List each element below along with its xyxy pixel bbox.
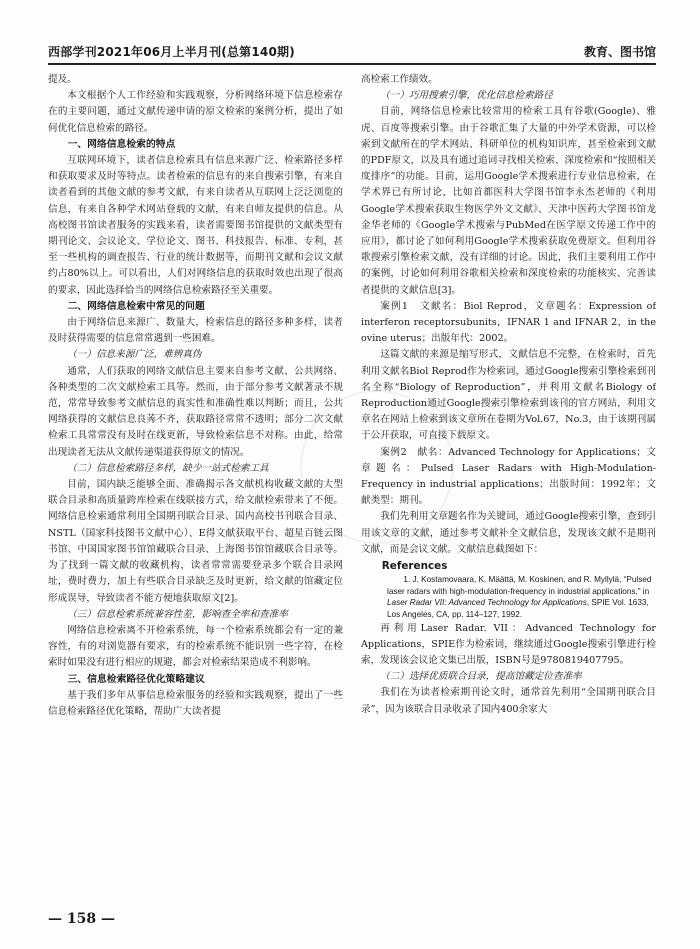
reference-venue: Laser Radar VII: Advanced Technology for Applications	[387, 598, 587, 608]
body-paragraph: 高检索工作绩效。	[361, 74, 438, 85]
body-paragraph: 我们先利用文章题名作为关键词，通过Google搜索引擎，查到引用该文章的文献，通过参考文献补全文献信息，发现该文献不是期刊文献，而是会议文献。文献信息截图如下：	[361, 511, 656, 555]
reference-authors: J. Kostamovaara, K. Määttä, M. Koskinen, and R. Myllylä, “Pulsed laser radars with high-modulation-frequency in industrial applications,” in	[387, 575, 652, 596]
body-paragraph: 案例2 献名：Advanced Technology for Applications；文章题名：Pulsed Laser Radars with High-Modulation-Frequency in industrial applications；出版时间：1992年；文献类型：期刊。	[361, 446, 656, 507]
body-paragraph: 由于网络信息来源广、数量大，检索信息的路径多种多样，读者及时获得需要的信息常常遇到一些困难。	[48, 317, 343, 345]
reference-number: 1.	[403, 575, 411, 585]
section-title: 教育、图书馆	[583, 45, 656, 59]
body-paragraph: 再利用Laser Radar. VII：Advanced Technology for Applications，SPIE作为检索词，继续通过Google搜索引擎进行检索，发现该会议论文集已出版，ISBN号是9780819407795。	[361, 622, 656, 667]
body-paragraph: 网络信息检索离不开检索系统，每一个检索系统都会有一定的兼容性，有的对浏览器有要求，有的检索系统不能识别一些字符，在检索时如果没有进行相应的规避，都会对检索结果造成不利影响。	[48, 624, 343, 669]
body-paragraph: 本文根据个人工作经验和实践观察，分析网络环境下信息检索存在的主要问题，通过文献传递申请的原文检索的案例分析，提出了如何优化信息检索的路径。	[48, 90, 343, 134]
body-paragraph: 目前，网络信息检索比较常用的检索工具有谷歌(Google)、雅虎、百度等搜索引擎。由于谷歌汇集了大量的中外学术资源，可以检索到文献所在的学术网站、科研单位的机构知识库，甚至检索到文献的PDF原文，以及具有通过追词寻找相关检索、深度检索和“按照相关度排序”的功能。目前，运用Google学术搜索进行专业信息检索，在学术界已有所讨论，比如首都医科大学图书馆李永杰老师的《利用Google学术搜索获取生物医学外文文献》、天津中医药大学图书馆龙金华老师的《Google学术搜索与PubMed在医学原文传递工作中的应用》，都讨论了如何利用Google学术搜索获取免费原文。但利用谷歌搜索引擎检索文献，没有详细的讨论。因此，我们主要利用工作中的案例，讨论如何利用谷歌相关检索和深度检索的功能核实、完善读者提供的文献信息[3]。	[361, 106, 656, 296]
journal-title: 西部学刊2021年06月上半月刊(总第140期)	[48, 45, 295, 59]
body-paragraph: 基于我们多年从事信息检索服务的经验和实践观察，提出了一些信息检索路径优化策略，帮助广大读者提	[48, 689, 343, 717]
subsection-heading: （二）信息检索路径多样，缺少一站式检索工具	[67, 462, 269, 474]
subsection-heading: （二）选择优质联合目录，提高馆藏定位查准率	[380, 671, 582, 683]
body-paragraph: 目前，国内缺乏能够全面、准确揭示各文献机构收藏文献的大型联合目录和高质量跨库检索在线联接方式，给文献检索带来了不便。网络信息检索通常利用全国期刊联合目录、国内高校书刊联合目录、NSTL（国家科技图书文献中心）、E得文献获取平台、超星百链云图书馆、中国国家图书馆馆藏联合目录、上海图书馆馆藏联合目录等。为了找到一篇文献的收藏机构，读者常常需要登录多个联合目录网址，费时费力，加上有些联合目录缺乏及时更新，给文献的馆藏定位形成误导，导致读者不能方便地获取原文[2]。	[48, 479, 343, 604]
left-column	[48, 72, 343, 889]
body-paragraph: 通常，人们获取的网络文献信息主要来自参考文献、公共网络、各种类型的二次文献检索工具等。然而，由于部分参考文献著录不规范，常常导致参考文献信息的真实性和准确性难以判断；而且，公共网络获得的文献信息良莠不齐，获取路径常常不透明；部分二次文献检索工具常常没有及时在线更新，导致检索信息不对称。由此，给常出现读者无法从文献传递渠道获得原文的情况。	[48, 365, 343, 458]
subsection-heading: （三）信息检索系统兼容性差，影响查全率和查准率	[67, 608, 288, 620]
body-paragraph: 我们在为读者检索期刊论文时，通常首先利用“全国期刊联合目录”，因为该联合目录收录了国内400余家大	[361, 687, 656, 715]
page-number: — 158 —	[48, 911, 115, 927]
subsection-heading: （一）信息来源广泛，难辨真伪	[67, 349, 202, 361]
section-heading: 一、网络信息检索的特点	[67, 138, 176, 150]
right-column	[361, 72, 656, 889]
body-paragraph: 这篇文献的来源是缩写形式，文献信息不完整，在检索时，首先利用文献名Biol Reprod作为检索词，通过Google搜索引擎检索到刊名全称“Biology of Reproduction”，并利用文献名Biology of Reproduction通过Google搜索引擎检索到该刊的官方网站，利用文章名在网站上检索到该文章所在卷期为Vol.67，No.3，由于该期刊属于公开获取，可直接下载原文。	[361, 349, 656, 442]
reference-entry	[361, 574, 656, 620]
references-heading: References	[381, 560, 448, 573]
body-paragraph: 提及。	[48, 74, 77, 85]
section-heading: 三、信息检索路径优化策略建议	[67, 673, 205, 685]
body-columns	[48, 72, 656, 889]
body-paragraph: 案例1 文献名：Biol Reprod，文章题名：Expression of interferon receptorsubunits，IFNAR 1 and IFNAR 2，in the ovine uterus；出版年代：2002。	[361, 300, 656, 345]
section-heading: 二、网络信息检索中常见的问题	[67, 300, 205, 312]
body-paragraph: 互联网环境下，读者信息检索具有信息来源广泛、检索路径多样和获取要求及时等特点。读者检索的信息有的来自搜索引擎，有来自读者看到的其他文献的参考文献，有来自读者从互联网上泛泛浏览的信息，有来自各种学术网站登载的文献，有来自师友提供的信息。从高校图书馆读者服务的实践来看，读者需要图书馆提供的文献类型有期刊论文、会议论文、学位论文、图书、科技报告、标准、专利，甚至一些机构的调查报告、行业的统计数据等，而期刊文献和会议文献约占80%以上。可以看出，人们对网络信息的获取时效也出现了很高的要求，因此选择恰当的网络信息检索路径至关重要。	[48, 155, 343, 296]
reference-details: , SPIE Vol. 1633, Los Angeles, CA, pp. 114–127, 1992.	[387, 598, 649, 620]
running-header	[48, 40, 656, 65]
subsection-heading: （一）巧用搜索引擎，优化信息检索路径	[380, 90, 553, 102]
